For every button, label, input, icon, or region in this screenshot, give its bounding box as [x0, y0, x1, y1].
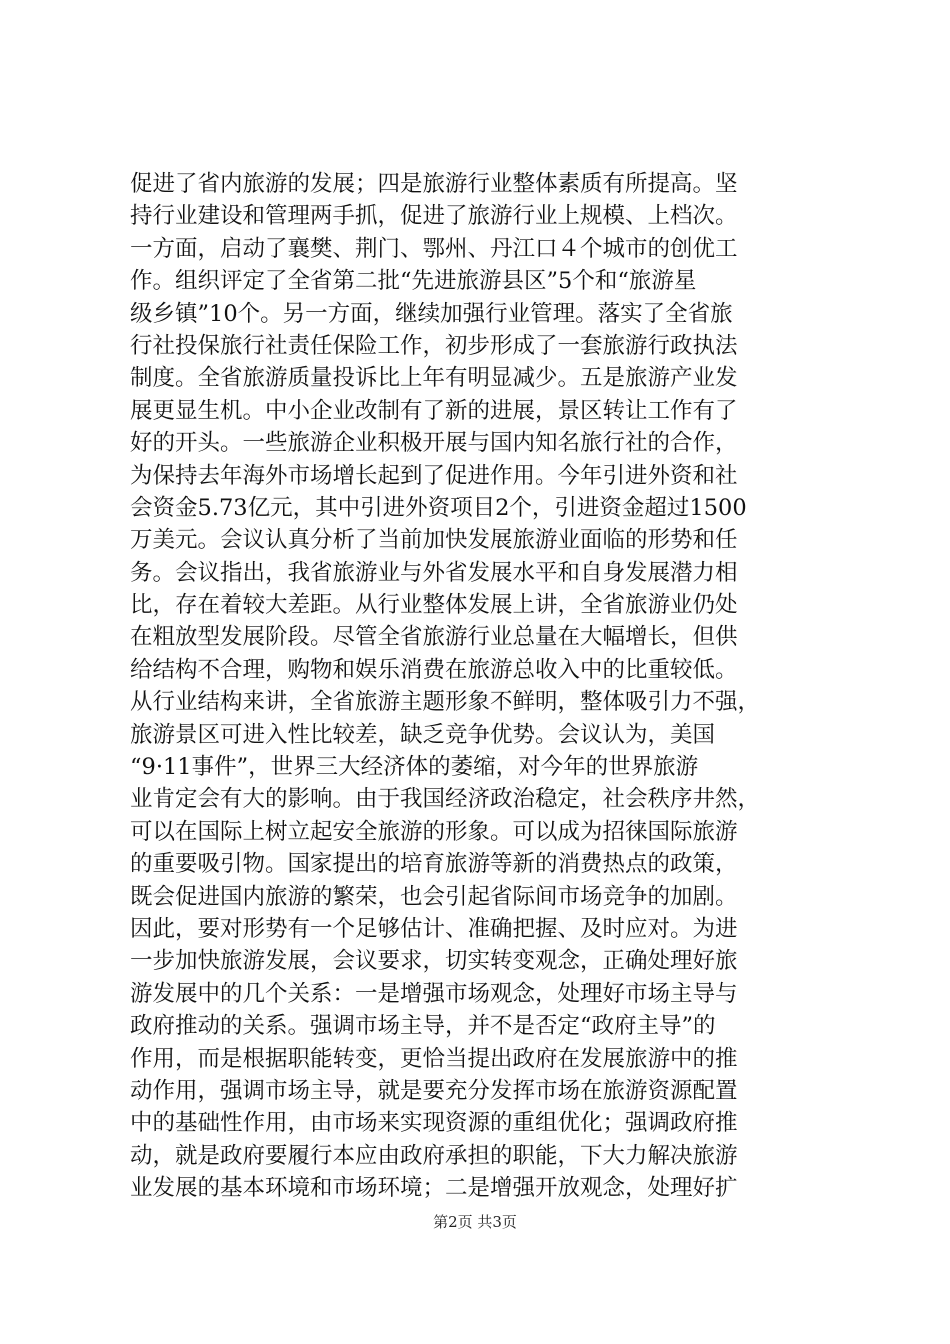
body-line: 一方面，启动了襄樊、荆门、鄂州、丹江口４个城市的创优工: [130, 235, 738, 262]
body-line: 级乡镇”10个。另一方面，继续加强行业管理。落实了全省旅: [130, 300, 733, 327]
document-body: [130, 168, 830, 1205]
body-line: 好的开头。一些旅游企业积极开展与国内知名旅行社的合作，: [130, 430, 738, 457]
body-line: 作。组织评定了全省第二批“先进旅游县区”5个和“旅游星: [130, 268, 697, 295]
body-line: 的重要吸引物。国家提出的培育旅游等新的消费热点的政策，: [130, 851, 738, 878]
body-line: 中的基础性作用，由市场来实现资源的重组优化；强调政府推: [130, 1110, 738, 1137]
body-line: 游发展中的几个关系：一是增强市场观念，处理好市场主导与: [130, 980, 738, 1007]
body-line: 业发展的基本环境和市场环境；二是增强开放观念，处理好扩: [130, 1175, 738, 1202]
body-line: 促进了省内旅游的发展；四是旅游行业整体素质有所提高。坚: [130, 171, 738, 197]
body-line: 给结构不合理，购物和娱乐消费在旅游总收入中的比重较低。: [130, 656, 738, 683]
body-line: 会资金5.73亿元，其中引进外资项目2个，引进资金超过1500: [130, 494, 747, 521]
body-line: 业肯定会有大的影响。由于我国经济政治稳定，社会秩序井然，: [130, 786, 761, 813]
body-line: 制度。全省旅游质量投诉比上年有明显减少。五是旅游产业发: [130, 365, 738, 392]
page-footer: 第2页 共3页: [433, 1213, 517, 1231]
body-line: 作用，而是根据职能转变，更恰当提出政府在发展旅游中的推: [130, 1045, 738, 1072]
body-line: 旅游景区可进入性比较差，缺乏竞争优势。会议认为，美国: [130, 721, 716, 748]
body-line: 在粗放型发展阶段。尽管全省旅游行业总量在大幅增长，但供: [130, 624, 738, 651]
body-line: 持行业建设和管理两手抓，促进了旅游行业上规模、上档次。: [130, 203, 738, 230]
body-line: 既会促进国内旅游的繁荣，也会引起省际间市场竞争的加剧。: [130, 883, 738, 910]
body-line: 一步加快旅游发展，会议要求，切实转变观念，正确处理好旅: [130, 948, 738, 975]
body-line: 政府推动的关系。强调市场主导，并不是否定“政府主导”的: [130, 1013, 716, 1040]
body-line: 从行业结构来讲，全省旅游主题形象不鲜明，整体吸引力不强，: [130, 689, 761, 716]
body-line: 动，就是政府要履行本应由政府承担的职能，下大力解决旅游: [130, 1142, 738, 1169]
body-line: “9·11事件”，世界三大经济体的萎缩，对今年的世界旅游: [130, 754, 699, 781]
body-line: 可以在国际上树立起安全旅游的形象。可以成为招徕国际旅游: [130, 818, 738, 845]
body-line: 行社投保旅行社责任保险工作，初步形成了一套旅游行政执法: [130, 332, 738, 359]
body-line: 务。会议指出，我省旅游业与外省发展水平和自身发展潜力相: [130, 559, 738, 586]
body-line: 动作用，强调市场主导，就是要充分发挥市场在旅游资源配置: [130, 1077, 738, 1104]
body-line: 比，存在着较大差距。从行业整体发展上讲，全省旅游业仍处: [130, 592, 738, 619]
body-line: 为保持去年海外市场增长起到了促进作用。今年引进外资和社: [130, 462, 738, 489]
body-line: 万美元。会议认真分析了当前加快发展旅游业面临的形势和任: [130, 527, 738, 554]
body-line: 展更显生机。中小企业改制有了新的进展，景区转让工作有了: [130, 397, 738, 424]
body-line: 因此，要对形势有一个足够估计、准确把握、及时应对。为进: [130, 915, 738, 942]
